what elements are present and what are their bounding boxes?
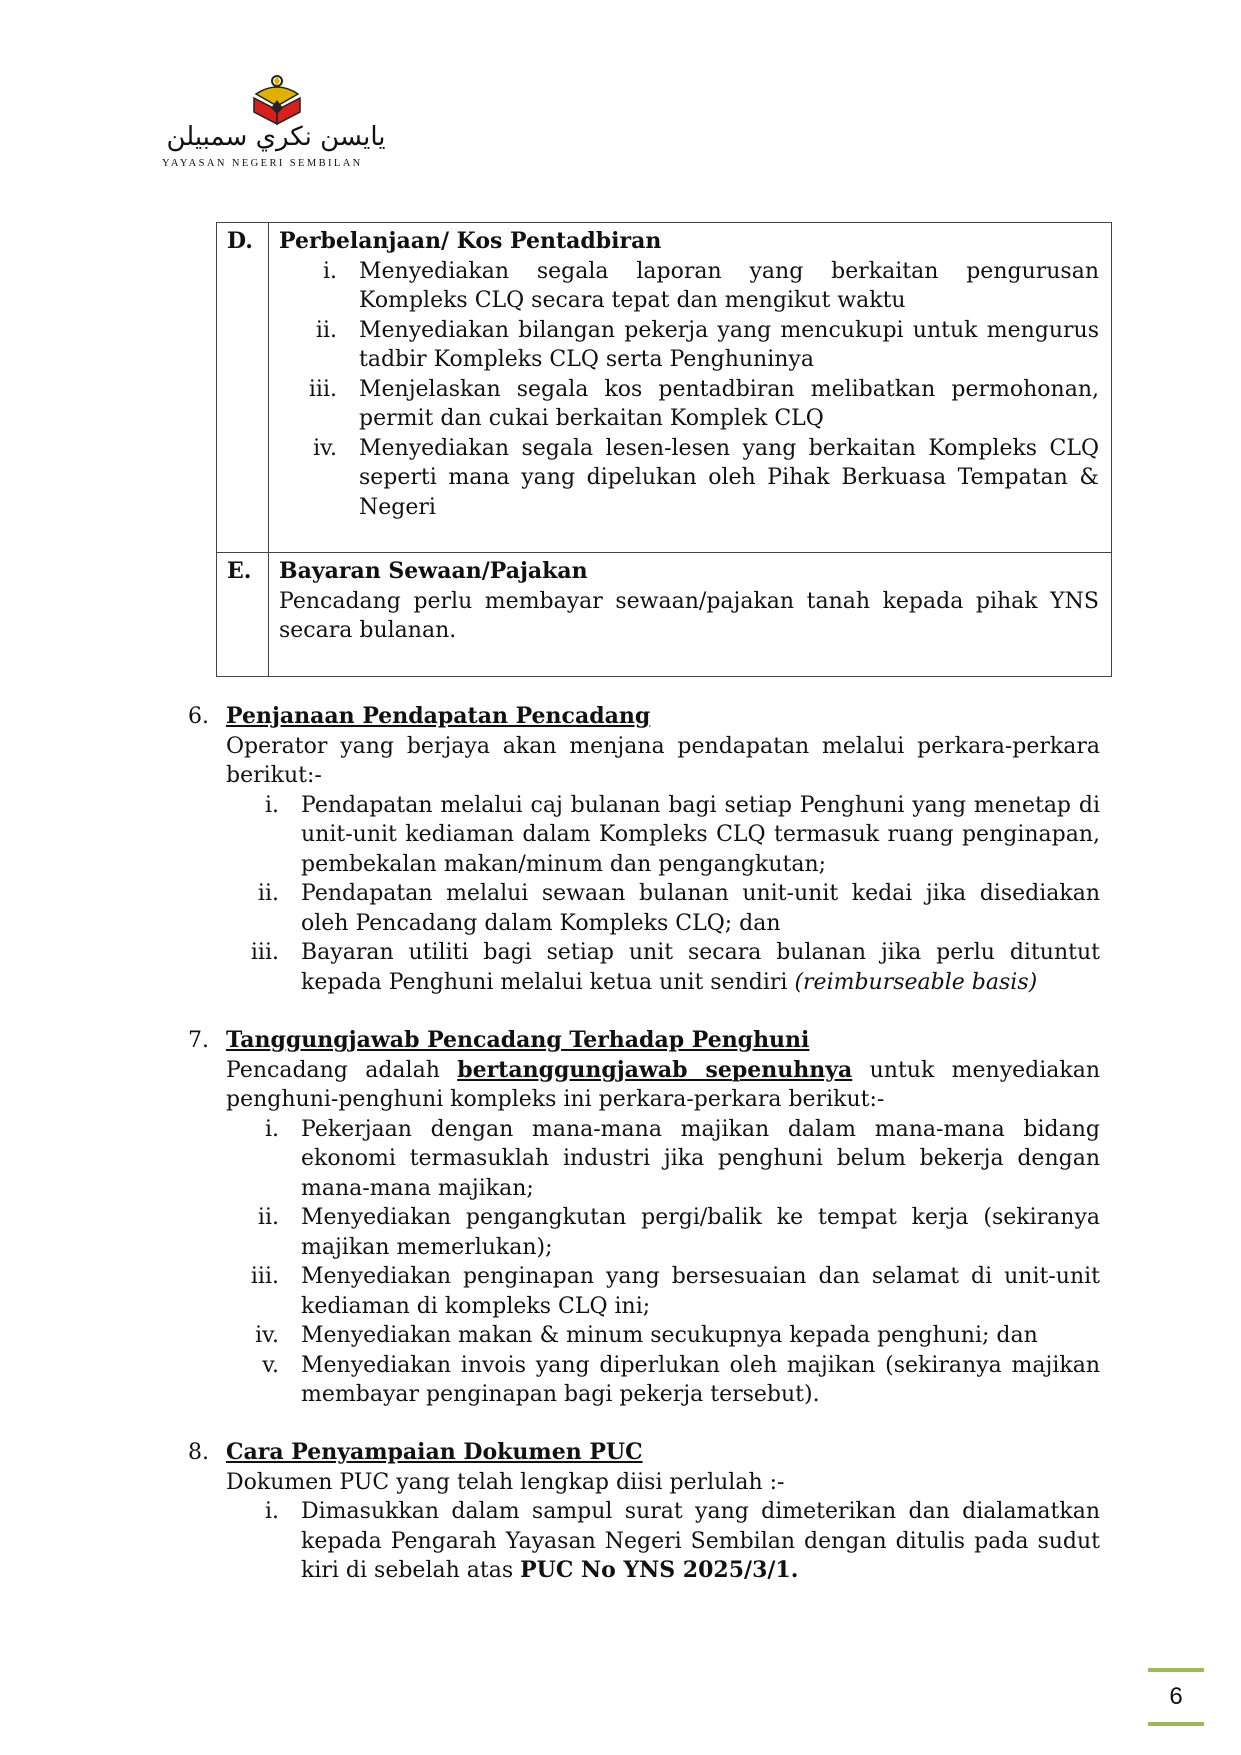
item-text: Menyediakan makan & minum secukupnya kepada penghuni; dan <box>301 1323 1038 1348</box>
income-list <box>226 791 1100 998</box>
row-heading: Perbelanjaan/ Kos Pentadbiran <box>279 228 662 254</box>
list-item <box>226 1262 1100 1321</box>
list-item <box>226 791 1100 880</box>
intro-post: untuk menyediakan penghuni-penghuni kompleks ini perkara-perkara berikut:- <box>226 1057 1100 1112</box>
logo-jawi-text: يايسن نکري سمبيلن <box>166 122 386 152</box>
list-item <box>226 1203 1100 1262</box>
item-text: Menyediakan segala lesen-lesen yang berkaitan Kompleks CLQ seperti mana yang dipelukan oleh Pihak Berkuasa Tempatan & Negeri <box>359 435 1099 520</box>
row-text: Pencadang perlu membayar sewaan/pajakan tanah kepada pihak YNS secara bulanan. <box>279 588 1099 643</box>
section-title: Penjanaan Pendapatan Pencadang <box>226 703 651 729</box>
row-content <box>269 223 1112 553</box>
item-text-main: Dimasukkan dalam sampul surat yang dimeterikan dan dialamatkan kepada Pengarah Yayasan Negeri Sembilan dengan ditulis pada sudut kiri di sebelah atas <box>301 1499 1100 1583</box>
list-item <box>226 1351 1100 1410</box>
yns-logo <box>158 74 398 174</box>
yns-emblem-icon <box>246 74 308 126</box>
section-number: 8. <box>188 1440 209 1465</box>
item-text: Pendapatan melalui sewaan bulanan unit-unit kedai jika disediakan oleh Pencadang dalam Kompleks CLQ; dan <box>301 881 1100 936</box>
row-letter: D. <box>217 223 269 553</box>
item-number: iii. <box>250 1264 279 1289</box>
puc-reference: PUC No YNS 2025/3/1. <box>520 1557 799 1583</box>
list-item <box>226 1497 1100 1586</box>
responsibility-list <box>226 1115 1100 1410</box>
item-number: ii. <box>257 1205 279 1230</box>
item-text <box>301 1497 1100 1586</box>
list-item <box>279 257 1099 316</box>
list-item <box>279 375 1099 434</box>
item-text: Menyediakan segala laporan yang berkaitan pengurusan Kompleks CLQ secara tepat dan mengikut waktu <box>359 258 1099 313</box>
item-text <box>301 938 1100 997</box>
item-number: i. <box>264 1116 279 1142</box>
item-number: iv. <box>313 435 337 461</box>
table-row <box>217 553 1112 677</box>
cost-table <box>216 222 1112 677</box>
item-text: Menjelaskan segala kos pentadbiran melibatkan permohonan, permit dan cukai berkaitan Komplek CLQ <box>359 376 1099 431</box>
list-item <box>226 1321 1100 1351</box>
section-8 <box>188 1438 1100 1586</box>
item-number: ii. <box>257 881 279 906</box>
section-6 <box>188 702 1100 997</box>
list-item <box>226 879 1100 938</box>
item-text-italic: (reimburseable basis) <box>794 969 1038 995</box>
item-text: Menyediakan invois yang diperlukan oleh majikan (sekiranya majikan membayar penginapan bagi pekerja tersebut). <box>301 1352 1100 1407</box>
logo-name: YAYASAN NEGERI SEMBILAN <box>162 158 363 169</box>
item-text: Pendapatan melalui caj bulanan bagi setiap Penghuni yang menetap di unit-unit kediaman dalam Kompleks CLQ termasuk ruang penginapan, pembekalan makan/minum dan pengangkutan; <box>301 792 1100 877</box>
section-number: 6. <box>188 704 209 729</box>
section-intro <box>226 1056 1100 1115</box>
section-number: 7. <box>188 1028 209 1053</box>
item-text: Menyediakan penginapan yang bersesuaian dan selamat di unit-unit kediaman di kompleks CLQ ini; <box>301 1264 1100 1319</box>
list-item <box>226 938 1100 997</box>
section-title: Tanggungjawab Pencadang Terhadap Penghuni <box>226 1027 810 1053</box>
item-number: iv. <box>255 1323 279 1348</box>
submission-list <box>226 1497 1100 1586</box>
item-text: Menyediakan pengangkutan pergi/balik ke tempat kerja (sekiranya majikan memerlukan); <box>301 1205 1100 1260</box>
list-item <box>226 1115 1100 1204</box>
intro-emphasis: bertanggungjawab sepenuhnya <box>457 1056 853 1083</box>
item-number: v. <box>262 1352 279 1378</box>
section-7 <box>188 1026 1100 1410</box>
page-number: 6 <box>1148 1668 1204 1726</box>
section-title: Cara Penyampaian Dokumen PUC <box>226 1439 643 1465</box>
item-text: Menyediakan bilangan pekerja yang mencukupi untuk mengurus tadbir Kompleks CLQ serta Penghuninya <box>359 317 1099 372</box>
list-item <box>279 434 1099 523</box>
item-number: iii. <box>308 376 337 402</box>
item-number: i. <box>264 1499 279 1524</box>
row-letter: E. <box>217 553 269 677</box>
item-number: i. <box>264 792 279 818</box>
item-text: Pekerjaan dengan mana-mana majikan dalam mana-mana bidang ekonomi termasuklah industri jika penghuni belum bekerja dengan mana-mana majikan; <box>301 1116 1100 1201</box>
intro-pre: Pencadang adalah <box>226 1057 458 1083</box>
section-intro: Operator yang berjaya akan menjana pendapatan melalui perkara-perkara berikut:- <box>226 733 1100 788</box>
item-number: iii. <box>250 940 279 965</box>
item-number: ii. <box>315 317 337 343</box>
row-heading: Bayaran Sewaan/Pajakan <box>279 558 588 584</box>
item-text-main: Bayaran utiliti bagi setiap unit secara bulanan jika perlu dituntut kepada Penghuni melalui ketua unit sendiri <box>301 940 1100 995</box>
section-intro: Dokumen PUC yang telah lengkap diisi perlulah :- <box>226 1469 785 1495</box>
table-row <box>217 223 1112 553</box>
cost-list <box>279 257 1099 523</box>
list-item <box>279 316 1099 375</box>
item-number: i. <box>322 258 337 284</box>
row-content <box>269 553 1112 677</box>
